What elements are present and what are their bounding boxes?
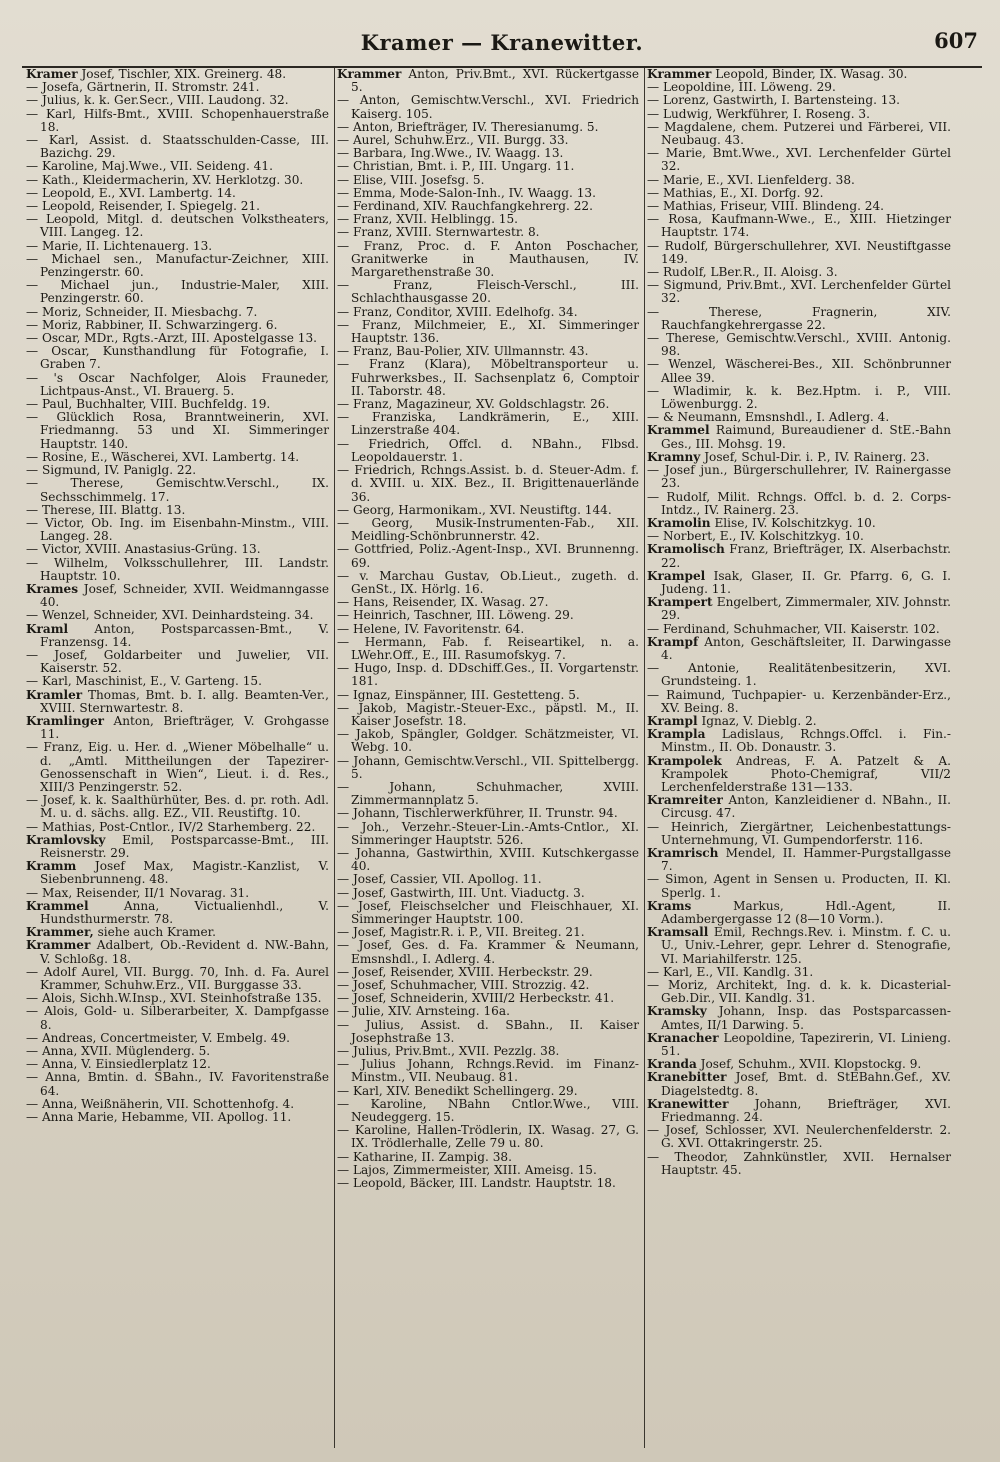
entry-text: — Marie, Bmt.Wwe., XVI. Lerchenfelder Gürtel 32. [647, 146, 951, 174]
directory-entry [647, 464, 951, 490]
entry-text: — Marie, II. Lichtenauerg. 13. [26, 238, 213, 253]
directory-entry [337, 662, 639, 688]
directory-entry [647, 596, 951, 622]
directory-entry [647, 543, 951, 569]
entry-text: — Ferdinand, XIV. Rauchfangkehrerg. 22. [337, 199, 593, 214]
entry-text: — Paul, Buchhalter, VIII. Buchfeldg. 19. [26, 397, 271, 412]
directory-entry [647, 147, 951, 173]
column-middle [334, 68, 644, 1448]
directory-entry [647, 847, 951, 873]
entry-text: — Max, Reisender, II/1 Novarag. 31. [26, 885, 250, 900]
entry-text: Johann, Briefträger, XVI. Friedmanng. 24. [661, 1096, 951, 1125]
entry-surname: Kramlinger [26, 713, 105, 728]
entry-text: — Leopoldine, III. Löweng. 29. [647, 80, 836, 95]
entry-surname: Kranacher [647, 1030, 719, 1045]
running-header [22, 26, 982, 68]
directory-entry [647, 900, 951, 926]
entry-text: — Rosa, Kaufmann-Wwe., E., XIII. Hietzinger Hauptstr. 174. [647, 212, 951, 240]
entry-text: siehe auch Kramer. [97, 925, 216, 940]
entry-text: — Joh., Verzehr.-Steuer-Lin.-Amts-Cntlor., XI. Simmeringer Hauptstr. 526. [337, 819, 639, 847]
directory-entry [337, 358, 639, 398]
entry-text: — Ludwig, Werkführer, I. Roseng. 3. [647, 106, 870, 121]
directory-entry [337, 543, 639, 569]
directory-entry [26, 411, 329, 451]
page-title: Kramer — Kranewitter. [360, 30, 644, 55]
entry-text: — Victor, Ob. Ing. im Eisenbahn-Minstm., VIII. Langeg. 28. [26, 515, 329, 544]
entry-text: — Franz (Klara), Möbeltransporteur u. Fuhrwerksbes., II. Sachsenplatz 6, Comptoir II. Taborstr. 48. [337, 357, 639, 398]
directory-entry [26, 1071, 329, 1097]
entry-text: — Friedrich, Rchngs.Assist. b. d. Steuer-Adm. f. d. XVIII. u. XIX. Bez., II. Brigittenauerlände 36. [337, 463, 639, 504]
entry-text: — Wenzel, Wäscherei-Bes., XII. Schönbrunner Allee 39. [647, 357, 951, 385]
entry-text: — Josef, Ges. d. Fa. Krammer & Neumann, Emsnshdl., I. Adlerg. 4. [337, 938, 639, 966]
entry-text: — Jakob, Magistr.-Steuer-Exc., päpstl. M., II. Kaiser Josefstr. 18. [337, 700, 639, 728]
entry-text: — Franz, Bau-Polier, XIV. Ullmannstr. 43. [337, 344, 589, 359]
directory-entry [647, 213, 951, 239]
column-right [644, 68, 956, 1448]
directory-entry [337, 728, 639, 754]
entry-text: Josef, Bmt. d. StEBahn.Gef., XV. Diagelstedtg. 8. [661, 1070, 951, 1098]
directory-entry [26, 860, 329, 886]
entry-text: — Franz, Fleisch-Verschl., III. Schlachthausgasse 20. [337, 278, 639, 306]
entry-text: — Franz, Magazineur, XV. Goldschlagstr. 26. [337, 397, 610, 412]
directory-entry [647, 332, 951, 358]
entry-text: Anton, Geschäftsleiter, II. Darwingasse 4. [661, 634, 951, 662]
entry-text: — Karl, Assist. d. Staatsschulden-Casse, III. Bazichg. 29. [26, 133, 329, 161]
entry-surname: Krammer [647, 68, 712, 81]
entry-text: — Heinrich, Taschner, III. Löweng. 29. [337, 608, 574, 623]
entry-text: — Raimund, Tuchpapier- u. Kerzenbänder-Erz., XV. Being. 8. [647, 687, 951, 715]
directory-entry [337, 821, 639, 847]
directory-entry [337, 279, 639, 305]
entry-text: — Aurel, Schuhw.Erz., VII. Burgg. 33. [337, 133, 569, 148]
entry-surname: Krampel [647, 568, 706, 583]
entry-text: — Hans, Reisender, IX. Wasag. 27. [337, 595, 549, 610]
directory-entry [26, 900, 329, 926]
directory-entry [647, 636, 951, 662]
entry-text: — Josef, Cassier, VII. Apollog. 11. [337, 872, 542, 887]
page-number: 607 [934, 28, 978, 53]
directory-entry [337, 94, 639, 120]
entry-text: — Katharine, II. Zampig. 38. [337, 1149, 512, 1164]
entry-text: — Josef, Reisender, XVIII. Herbeckstr. 29. [337, 964, 593, 979]
entry-surname: Kranebitter [647, 1070, 727, 1085]
entry-text: Josef, Schuhm., XVII. Klopstockg. 9. [700, 1057, 922, 1072]
directory-entry [26, 834, 329, 860]
entry-surname: Krampl [647, 713, 698, 728]
directory-entry [26, 517, 329, 543]
entry-surname: Krammer, [26, 925, 94, 940]
entry-text: — Johanna, Gastwirthin, XVIII. Kutschkergasse 40. [337, 845, 639, 874]
entry-text: Josef, Schul-Dir. i. P., IV. Rainerg. 23. [704, 449, 930, 464]
entry-text: — Moriz, Architekt, Ing. d. k. k. Dicasterial-Geb.Dir., VII. Kandlg. 31. [647, 978, 951, 1006]
entry-text: — Josef, Fleischselcher und Fleischhauer, XI. Simmeringer Hauptstr. 100. [337, 898, 639, 926]
entry-text: — Karoline, NBahn Cntlor.Wwe., VIII. Neudeggerg. 15. [337, 1096, 639, 1125]
entry-text: — Josef, Goldarbeiter und Juwelier, VII. Kaiserstr. 52. [26, 647, 329, 676]
entry-text: — Marie, E., XVI. Lienfelderg. 38. [647, 172, 855, 187]
directory-entry [337, 438, 639, 464]
directory-entry [337, 1177, 639, 1190]
entry-surname: Krames [26, 581, 79, 596]
entry-text: — Adolf Aurel, VII. Burgg. 70, Inh. d. Fa. Aurel Krammer, Schuhw.Erz., VII. Burggasse 33. [26, 964, 329, 993]
entry-surname: Krampf [647, 634, 699, 649]
directory-entry [647, 1032, 951, 1058]
entry-text: — Karl, XIV. Benedikt Schellingerg. 29. [337, 1083, 578, 1098]
entry-text: — & Neumann, Emsnshdl., I. Adlerg. 4. [647, 410, 890, 425]
directory-entry [647, 662, 951, 688]
entry-text: — Moriz, Schneider, II. Miesbachg. 7. [26, 304, 258, 319]
directory-entry [647, 1005, 951, 1031]
entry-text: — Andreas, Concertmeister, V. Embelg. 49. [26, 1030, 291, 1045]
entry-text: — Anna, V. Einsiedlerplatz 12. [26, 1057, 211, 1072]
entry-text: — Hermann, Fab. f. Reiseartikel, n. a. LWehr.Off., E., III. Rasumofskyg. 7. [337, 634, 639, 662]
entry-text: — Sigmund, IV. Paniglg. 22. [26, 463, 197, 478]
entry-text: — Wilhelm, Volksschullehrer, III. Landstr. Hauptstr. 10. [26, 555, 329, 583]
entry-text: — Julius, k. k. Ger.Secr., VIII. Laudong. 32. [26, 93, 289, 108]
directory-entry [337, 517, 639, 543]
entry-text: — Norbert, E., IV. Kolschitzkyg. 10. [647, 529, 864, 544]
directory-entry [647, 755, 951, 795]
directory-entry [337, 570, 639, 596]
directory-entry [647, 1071, 951, 1097]
entry-text: Andreas, F. A. Patzelt & A. Krampolek Photo-Chemigraf, VII/2 Lerchenfelderstraße 131—133. [661, 753, 951, 794]
directory-entry [26, 279, 329, 305]
directory-entry [647, 979, 951, 1005]
entry-text: — Therese, Fragnerin, XIV. Rauchfangkehrergasse 22. [647, 304, 951, 332]
entry-text: — Julie, XIV. Arnsteing. 16a. [337, 1004, 510, 1019]
entry-surname: Kranewitter [647, 1096, 729, 1111]
directory-entry [647, 821, 951, 847]
entry-surname: Kramolin [647, 515, 711, 530]
directory-entry [647, 1151, 951, 1177]
directory-entry [647, 1098, 951, 1124]
entry-text: Raimund, Bureaudiener d. StE.-Bahn Ges., III. Mohsg. 19. [661, 423, 951, 451]
entry-text: — Mathias, Friseur, VIII. Blindeng. 24. [647, 199, 885, 214]
entry-text: Josef, Schneider, XVII. Weidmanngasse 40. [40, 581, 329, 610]
entry-text: — Friedrich, Offcl. d. NBahn., Flbsd. Leopoldauerstr. 1. [337, 436, 639, 464]
entry-text: — Anna, Weißnäherin, VII. Schottenhofg. 4. [26, 1096, 295, 1111]
entry-text: — 's Oscar Nachfolger, Alois Frauneder, Lichtpaus-Anst., VI. Brauerg. 5. [26, 370, 329, 398]
entry-text: — Theodor, Zahnkünstler, XVII. Hernalser Hauptstr. 45. [647, 1149, 951, 1177]
entry-text: — Josef, k. k. Saalthürhüter, Bes. d. pr. roth. Adl. M. u. d. sächs. allg. EZ., VII. Reustiftg. 10. [26, 793, 329, 821]
entry-surname: Krammel [26, 898, 89, 913]
entry-surname: Kraml [26, 621, 69, 636]
entry-surname: Krammel [647, 423, 710, 438]
entry-text: — Anna Marie, Hebamme, VII. Apollog. 11. [26, 1110, 292, 1125]
directory-entry [26, 477, 329, 503]
directory-entry [26, 1111, 329, 1124]
column-left [24, 68, 334, 1448]
entry-text: Leopoldine, Tapezirerin, VI. Linieng. 51. [661, 1030, 951, 1059]
entry-text: Engelbert, Zimmermaler, XIV. Johnstr. 29. [661, 595, 951, 623]
entry-text: — Leopold, Bäcker, III. Landstr. Hauptstr. 18. [337, 1176, 616, 1191]
directory-entry [26, 741, 329, 794]
entry-text: — Antonie, Realitätenbesitzerin, XVI. Grundsteing. 1. [647, 661, 951, 689]
entry-text: — Leopold, Mitgl. d. deutschen Volkstheaters, VIII. Langeg. 12. [26, 212, 329, 240]
entry-text: — Mathias, Post-Cntlor., IV/2 Starhemberg. 22. [26, 819, 316, 834]
directory-entry [647, 491, 951, 517]
entry-text: — Anna, Bmtin. d. SBahn., IV. Favoritenstraße 64. [26, 1070, 329, 1098]
entry-text: — Christian, Bmt. i. P., III. Ungarg. 11. [337, 159, 575, 174]
entry-text: — Magdalene, chem. Putzerei und Färberei, VII. Neubaug. 43. [647, 119, 951, 148]
entry-surname: Krampolek [647, 753, 722, 768]
entry-text: — Alois, Sichh.W.Insp., XVI. Steinhofstraße 135. [26, 991, 322, 1006]
directory-entry [337, 1098, 639, 1124]
entry-surname: Kramer [26, 68, 78, 81]
entry-text: — Julius, Assist. d. SBahn., II. Kaiser Josephstraße 13. [337, 1017, 639, 1045]
entry-text: — Therese, Gemischtw.Verschl., IX. Sechsschimmelg. 17. [26, 476, 329, 504]
entry-text: — Heinrich, Ziergärtner, Leichenbestattungs-Unternehmung, VI. Gumpendorferstr. 116. [647, 819, 951, 847]
entry-surname: Krammer [337, 68, 402, 81]
directory-entry [337, 1058, 639, 1084]
entry-text: — Anna, XVII. Müglenderg. 5. [26, 1044, 211, 1059]
entry-text: Markus, Hdl.-Agent, II. Adambergergasse 12 (8—10 Vorm.). [661, 898, 951, 926]
entry-text: — Anton, Briefträger, IV. Theresianumg. 5. [337, 119, 599, 134]
directory-entry [337, 755, 639, 781]
entry-text: — Victor, XVIII. Anastasius-Grüng. 13. [26, 542, 261, 557]
directory-entry [26, 715, 329, 741]
entry-text: — Mathias, E., XI. Dorfg. 92. [647, 185, 824, 200]
entry-text: — Julius, Priv.Bmt., XVII. Pezzlg. 38. [337, 1044, 560, 1059]
entry-text: — Franz, XVIII. Sternwartestr. 8. [337, 225, 540, 240]
entry-text: Anton, Postsparcassen-Bmt., V. Franzensg. 14. [40, 621, 329, 649]
entry-surname: Kramreiter [647, 793, 723, 808]
entry-text: — Wenzel, Schneider, XVI. Deinhardsteing. 34. [26, 608, 314, 623]
entry-surname: Krammer [26, 938, 91, 953]
directory-entry [647, 306, 951, 332]
directory-entry [26, 345, 329, 371]
entry-text: Anton, Priv.Bmt., XVI. Rückertgasse 5. [351, 68, 639, 95]
entry-text: Anton, Kanzleidiener d. NBahn., II. Circusg. 47. [661, 793, 951, 821]
directory-entry [337, 636, 639, 662]
entry-text: — Franz, Conditor, XVIII. Edelhofg. 34. [337, 304, 578, 319]
directory-entry [337, 847, 639, 873]
entry-text: — Johann, Schuhmacher, XVIII. Zimmermannplatz 5. [337, 779, 639, 808]
entry-text: Josef Max, Magistr.-Kanzlist, V. Siebenbrunneng. 48. [40, 859, 329, 887]
directory-entry [647, 279, 951, 305]
directory-entry [647, 121, 951, 147]
directory-entry [26, 108, 329, 134]
entry-text: — Rosine, E., Wäscherei, XVI. Lambertg. 14. [26, 449, 300, 464]
entry-surname: Kramsall [647, 925, 709, 940]
entry-text: — Leopold, Reisender, I. Spiegelg. 21. [26, 199, 260, 214]
directory-entry [26, 583, 329, 609]
entry-text: Anna, Victualienhdl., V. Hundsthurmerstr. 78. [40, 898, 329, 926]
entry-text: — Alois, Gold- u. Silberarbeiter, X. Dampfgasse 8. [26, 1004, 329, 1032]
entry-text: — Georg, Musik-Instrumenten-Fab., XII. Meidling-Schönbrunnerstr. 42. [337, 515, 639, 544]
directory-entry [26, 689, 329, 715]
directory-entry [647, 689, 951, 715]
entry-text: — Jakob, Spängler, Goldger. Schätzmeister, VI. Webg. 10. [337, 727, 639, 755]
entry-text: — Helene, IV. Favoritenstr. 64. [337, 621, 525, 636]
directory-entry [337, 411, 639, 437]
directory-entry [337, 464, 639, 504]
entry-text: — Ferdinand, Schuhmacher, VII. Kaiserstr. 102. [647, 621, 940, 636]
directory-entry [647, 240, 951, 266]
entry-text: Thomas, Bmt. b. I. allg. Beamten-Ver., XVIII. Sternwartestr. 8. [40, 687, 329, 715]
entry-text: Ignaz, V. Dieblg. 2. [701, 713, 817, 728]
directory-entry [26, 623, 329, 649]
entry-text: Josef, Tischler, XIX. Greinerg. 48. [81, 68, 287, 81]
entry-text: Emil, Postsparcasse-Bmt., III. Reisnerstr. 29. [40, 832, 329, 860]
entry-text: — Oscar, Kunsthandlung für Fotografie, I. Graben 7. [26, 344, 329, 372]
entry-text: Johann, Insp. das Postsparcassen-Amtes, II/1 Darwing. 5. [661, 1004, 951, 1032]
entry-text: — Wladimir, k. k. Bez.Hptm. i. P., VIII. Löwenburgg. 2. [647, 383, 951, 412]
entry-text: — Therese, Gemischtw.Verschl., XVIII. Antonig. 98. [647, 331, 951, 359]
entry-surname: Krampert [647, 595, 713, 610]
entry-surname: Kramm [26, 859, 77, 874]
entry-text: — Rudolf, Milit. Rchngs. Offcl. b. d. 2. Corps-Intdz., IV. Rainerg. 23. [647, 489, 951, 517]
entry-text: — Leopold, E., XVI. Lambertg. 14. [26, 185, 236, 200]
entry-text: Ladislaus, Rchngs.Offcl. i. Fin.-Minstm., II. Ob. Donaustr. 3. [661, 727, 951, 755]
entry-text: — Sigmund, Priv.Bmt., XVI. Lerchenfelder Gürtel 32. [647, 278, 951, 306]
entry-text: Elise, IV. Kolschitzkyg. 10. [714, 515, 876, 530]
directory-entry [26, 794, 329, 820]
entry-text: — Therese, III. Blattg. 13. [26, 502, 186, 517]
directory-entry [647, 728, 951, 754]
directory-entry [26, 1005, 329, 1031]
directory-entry [26, 213, 329, 239]
entry-text: Emil, Rechngs.Rev. i. Minstm. f. C. u. U., Univ.-Lehrer, gepr. Lehrer d. Stenografie, VI. Mariahilferstr. 125. [661, 925, 951, 966]
directory-entry [26, 134, 329, 160]
directory-entry [337, 68, 639, 94]
entry-text: Mendel, II. Hammer-Purgstallgasse 7. [661, 845, 951, 874]
entry-text: — Rudolf, Bürgerschullehrer, XVI. Neustiftgasse 149. [647, 238, 951, 266]
entry-surname: Kranda [647, 1057, 697, 1072]
entry-columns [24, 68, 956, 1448]
entry-text: Leopold, Binder, IX. Wasag. 30. [715, 68, 908, 81]
entry-text: — Franz, Milchmeier, E., XI. Simmeringer Hauptstr. 136. [337, 317, 639, 346]
entry-text: — Josef, Schuhmacher, VIII. Strozzig. 42. [337, 978, 590, 993]
entry-text: — Karl, Maschinist, E., V. Garteng. 15. [26, 674, 262, 689]
directory-entry [337, 1124, 639, 1150]
entry-surname: Krams [647, 898, 692, 913]
entry-text: — Franz, XVII. Helblingg. 15. [337, 212, 518, 227]
directory-entry [647, 794, 951, 820]
entry-text: — Karl, Hilfs-Bmt., XVIII. Schopenhauerstraße 18. [26, 106, 329, 134]
directory-entry [647, 873, 951, 899]
entry-text: Isak, Glaser, II. Gr. Pfarrg. 6, G. I. Judeng. 11. [661, 568, 951, 596]
entry-surname: Kramolisch [647, 542, 725, 557]
entry-text: — Ignaz, Einspänner, III. Gestetteng. 5. [337, 687, 580, 702]
entry-text: — Franziska, Landkrämerin, E., XIII. Linzerstraße 404. [337, 410, 639, 438]
entry-surname: Kramrisch [647, 845, 719, 860]
entry-text: — Josef jun., Bürgerschullehrer, IV. Rainergasse 23. [647, 463, 951, 491]
entry-text: — Rudolf, LBer.R., II. Aloisg. 3. [647, 265, 838, 280]
directory-entry [26, 372, 329, 398]
entry-text: — Karoline, Maj.Wwe., VII. Seideng. 41. [26, 159, 273, 174]
directory-entry [26, 966, 329, 992]
entry-text: — Josefa, Gärtnerin, II. Stromstr. 241. [26, 80, 260, 95]
entry-text: — v. Marchau Gustav, Ob.Lieut., zugeth. d. GenSt., IX. Hörlg. 16. [337, 568, 639, 596]
entry-text: — Johann, Gemischtw.Verschl., VII. Spittelbergg. 5. [337, 753, 639, 781]
entry-text: — Karoline, Hallen-Trödlerin, IX. Wasag. 27, G. IX. Trödlerhalle, Zelle 79 u. 80. [337, 1123, 639, 1151]
entry-text: — Lajos, Zimmermeister, XIII. Ameisg. 15. [337, 1162, 597, 1177]
entry-text: — Franz, Eig. u. Her. d. „Wiener Möbelhalle“ u. d. „Amtl. Mittheilungen der Tapezirer-Genossenschaft in Wien“, Lieut. i. d. Res., XIII/3 Penzingerstr. 52. [26, 740, 329, 794]
directory-entry [26, 649, 329, 675]
entry-text: Anton, Briefträger, V. Grohgasse 11. [40, 713, 329, 742]
entry-text: — Kath., Kleidermacherin, XV. Herklotzg. 30. [26, 172, 304, 187]
directory-entry [647, 570, 951, 596]
directory-entry [26, 939, 329, 965]
entry-text: — Johann, Tischlerwerkführer, II. Trunstr. 94. [337, 806, 618, 821]
entry-text: Adalbert, Ob.-Revident d. NW.-Bahn, V. Schloßg. 18. [40, 938, 329, 966]
entry-text: — Anton, Gemischtw.Verschl., XVI. Friedrich Kaiserg. 105. [337, 93, 639, 121]
directory-entry [647, 358, 951, 384]
entry-text: — Barbara, Ing.Wwe., IV. Waagg. 13. [337, 146, 564, 161]
directory-entry [26, 253, 329, 279]
entry-surname: Kramsky [647, 1004, 707, 1019]
entry-text: — Josef, Schneiderin, XVIII/2 Herbeckstr. 41. [337, 991, 615, 1006]
directory-entry [337, 702, 639, 728]
directory-entry [337, 939, 639, 965]
entry-text: — Moriz, Rabbiner, II. Schwarzingerg. 6. [26, 317, 278, 332]
entry-text: — Michael jun., Industrie-Maler, XIII. Penzingerstr. 60. [26, 278, 329, 306]
entry-surname: Kramler [26, 687, 83, 702]
directory-entry [337, 781, 639, 807]
entry-text: — Gottfried, Poliz.-Agent-Insp., XVI. Brunnenng. 69. [337, 542, 639, 570]
entry-text: — Michael sen., Manufactur-Zeichner, XIII. Penzingerstr. 60. [26, 251, 329, 280]
entry-text: Franz, Briefträger, IX. Alserbachstr. 22. [661, 542, 951, 570]
entry-surname: Kramny [647, 449, 701, 464]
entry-text: — Josef, Gastwirth, III. Unt. Viaductg. 3. [337, 885, 585, 900]
directory-entry [337, 319, 639, 345]
entry-text: — Hugo, Insp. d. DDschiff.Ges., II. Vorgartenstr. 181. [337, 661, 639, 689]
entry-text: — Georg, Harmonikam., XVI. Neustiftg. 144. [337, 502, 612, 517]
entry-text: — Julius Johann, Rchngs.Revid. im Finanz-Minstm., VII. Neubaug. 81. [337, 1057, 639, 1085]
entry-text: — Lorenz, Gastwirth, I. Bartensteing. 13. [647, 93, 901, 108]
directory-entry [337, 1019, 639, 1045]
entry-text: — Glücklich Rosa, Branntweinerin, XVI. Friedmanng. 53 und XI. Simmeringer Hauptstr. 140. [26, 410, 329, 451]
entry-text: — Franz, Proc. d. F. Anton Poschacher, Granitwerke in Mauthausen, IV. Margarethenstraße 30. [337, 238, 639, 280]
entry-surname: Kramlovsky [26, 832, 106, 847]
entry-text: — Simon, Agent in Sensen u. Producten, II. Kl. Sperlg. 1. [647, 872, 951, 900]
entry-text: — Emma, Mode-Salon-Inh., IV. Waagg. 13. [337, 185, 596, 200]
directory-entry [647, 385, 951, 411]
directory-entry [337, 240, 639, 280]
entry-text: — Josef, Magistr.R. i. P., VII. Breiteg. 21. [337, 925, 585, 940]
directory-entry [647, 424, 951, 450]
directory-entry [337, 900, 639, 926]
directory-entry [26, 557, 329, 583]
entry-text: — Karl, E., VII. Kandlg. 31. [647, 964, 814, 979]
entry-text: — Josef, Schlosser, XVI. Neulerchenfelderstr. 2. G. XVI. Ottakringerstr. 25. [647, 1123, 951, 1151]
directory-entry [647, 1124, 951, 1150]
entry-surname: Krampla [647, 727, 706, 742]
entry-text: — Oscar, MDr., Rgts.-Arzt, III. Apostelgasse 13. [26, 331, 317, 346]
entry-text: — Elise, VIII. Josefsg. 5. [337, 172, 485, 187]
directory-entry [647, 926, 951, 966]
